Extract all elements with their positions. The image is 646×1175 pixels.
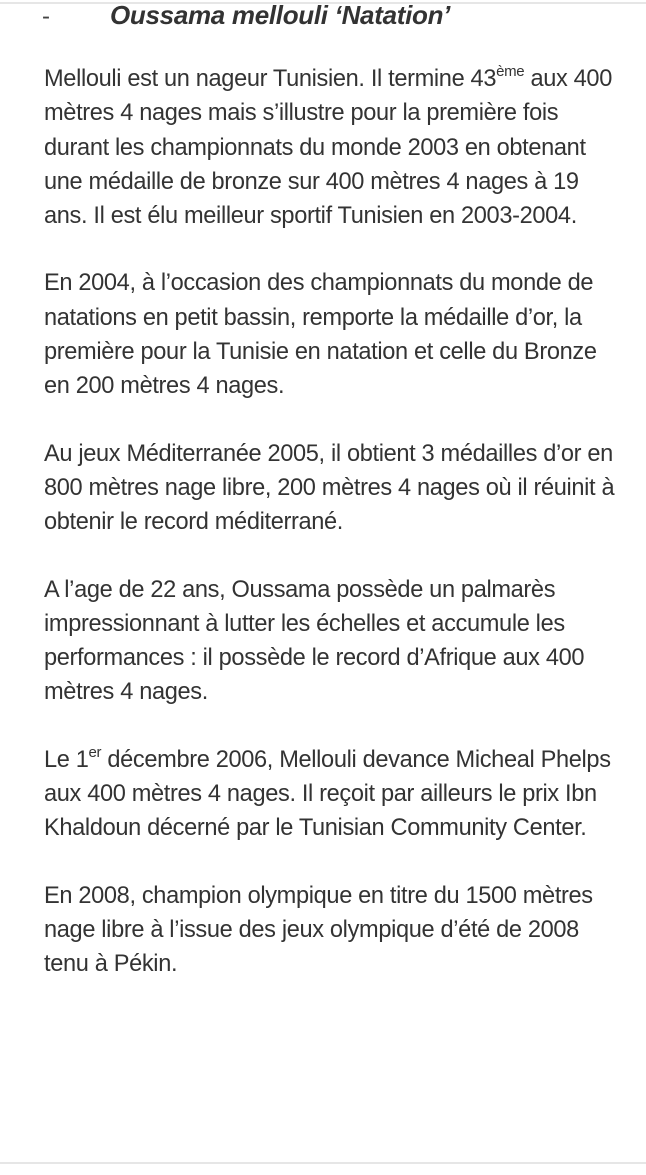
superscript-ordinal: er [88, 743, 102, 761]
paragraph-text: Mellouli est un nageur Tunisien. Il termine 43 [44, 66, 497, 92]
paragraph-2006 [44, 743, 624, 846]
list-bullet: - [42, 3, 50, 30]
paragraph-2005: Au jeux Méditerranée 2005, il obtient 3 médailles d’or en 800 mètres nage libre, 200 mètres 4 nages où il réuinit à obtenir le record méditerrané. [44, 440, 615, 536]
paragraph-2008: En 2008, champion olympique en titre du 1500 mètres nage libre à l’issue des jeux olympique d’été de 2008 tenu à Pékin. [44, 882, 593, 978]
heading-title: Oussama mellouli ‘Natation’ [110, 0, 451, 30]
bottom-divider [0, 1162, 646, 1164]
paragraph-age-22: A l’age de 22 ans, Oussama possède un palmarès impressionnant à lutter les échelles et accumule les performances : il possède le record d’Afrique aux 400 mètres 4 nages. [44, 576, 585, 706]
paragraph-text: décembre 2006, Mellouli devance Micheal Phelps aux 400 mètres 4 nages. Il reçoit par ailleurs le prix Ibn Khaldoun décerné par le Tunisian Community Center. [44, 746, 611, 842]
paragraph-biography [44, 62, 624, 233]
paragraph-2004: En 2004, à l’occasion des championnats du monde de natations en petit bassin, remporte la médaille d’or, la première pour la Tunisie en natation et celle du Bronze en 200 mètres 4 nages. [44, 270, 597, 400]
paragraph-text: Le 1 [44, 746, 89, 773]
paragraph-text: aux 400 mètres 4 nages mais s’illustre pour la première fois durant les championnats du monde 2003 en obtenant une médaille de bronze sur 400 mètres 4 nages à 19 ans. Il est élu meilleur sportif Tunisien en 2003-2004. [44, 66, 612, 230]
section-heading [0, 0, 646, 40]
article-body [44, 62, 624, 1015]
superscript-ordinal: ème [496, 63, 525, 81]
